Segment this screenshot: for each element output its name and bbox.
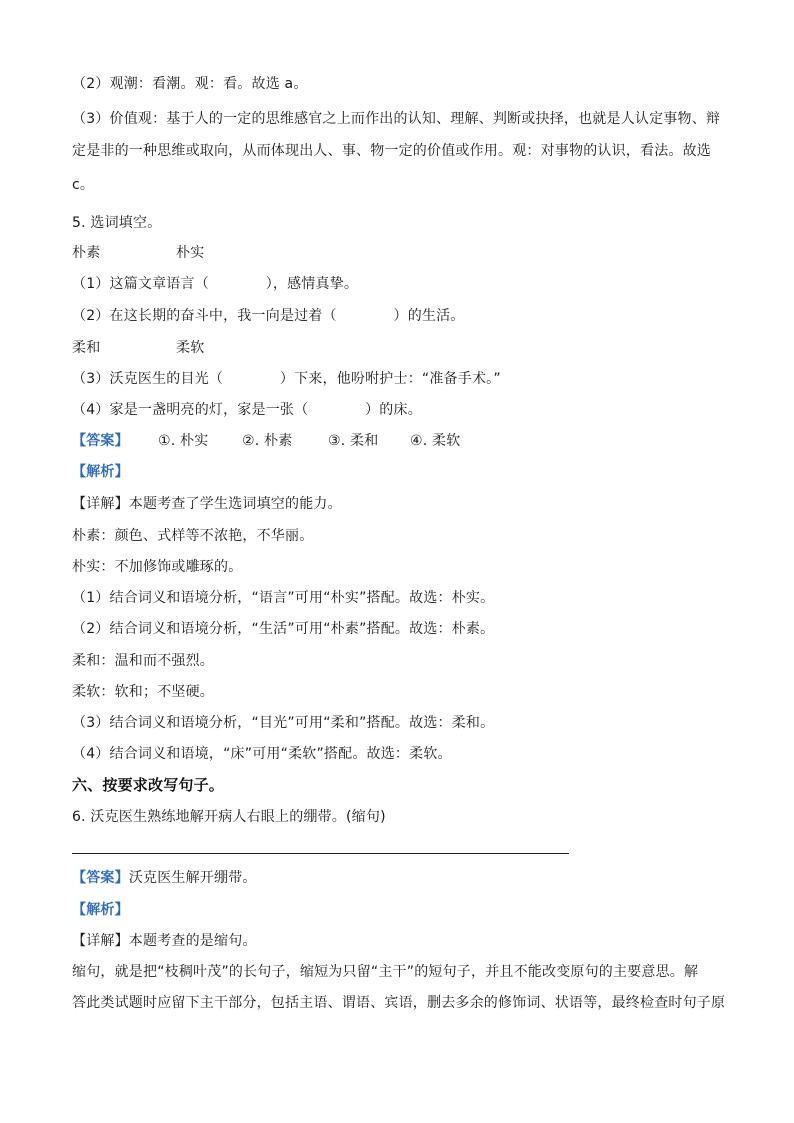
section-6-heading: 六、按要求改写句子。	[72, 776, 225, 794]
word-option: 朴素	[72, 245, 101, 261]
answer-6	[72, 868, 257, 888]
word-option: 柔和	[72, 340, 101, 356]
question-5-item: （2）在这长期的奋斗中，我一向是过着（ ）的生活。	[72, 308, 465, 324]
detail-line: 【详解】本题考查的是缩句。	[72, 933, 257, 949]
word-options-2	[72, 338, 204, 358]
text-line: c。	[72, 177, 95, 193]
question-5-title: 5. 选词填空。	[72, 215, 162, 231]
answer-label: 【答案】	[72, 870, 129, 886]
question-5-item: （4）家是一盏明亮的灯，家是一张（ ）的床。	[72, 402, 422, 418]
detail-line: 【详解】本题考查了学生选词填空的能力。	[72, 496, 342, 512]
detail-line: 柔和：温和而不强烈。	[72, 653, 214, 669]
question-5-item: （1）这篇文章语言（ ），感情真挚。	[72, 276, 359, 292]
text-line: 定是非的一种思维或取向，从而体现出人、事、物一定的价值或作用。观：对事物的认识，看法。故选	[72, 143, 711, 159]
answer-item: ①. 朴实	[158, 433, 209, 449]
answer-blank-line	[72, 853, 569, 854]
analysis-label: 【解析】	[72, 902, 129, 918]
word-option: 柔软	[176, 340, 205, 356]
detail-line: （2）结合词义和语境分析，“生活”可用“朴素”搭配。故选：朴素。	[72, 621, 495, 637]
text-line: （2）观潮：看潮。观：看。故选 a。	[72, 76, 308, 92]
answer-label: 【答案】	[72, 433, 129, 449]
detail-line: 答此类试题时应留下主干部分，包括主语、谓语、宾语，删去多余的修饰词、状语等，最终检查时句子原	[72, 995, 726, 1011]
detail-line: （3）结合词义和语境分析，“目光”可用“柔和”搭配。故选：柔和。	[72, 715, 495, 731]
word-option: 朴实	[176, 245, 205, 261]
detail-line: 缩句，就是把“枝稠叶茂”的长句子，缩短为只留“主干”的短句子，并且不能改变原句的主要意思。解	[72, 964, 699, 980]
answer-item: ②. 朴素	[242, 433, 293, 449]
answer-item: ③. 柔和	[328, 433, 379, 449]
word-options-1	[72, 243, 204, 263]
detail-line: 柔软：软和；不坚硬。	[72, 684, 214, 700]
detail-line: （1）结合词义和语境分析，“语言”可用“朴实”搭配。故选：朴实。	[72, 590, 495, 606]
answer-item: ④. 柔软	[410, 433, 461, 449]
detail-line: 朴实：不加修饰或雕琢的。	[72, 559, 243, 575]
text-line: （3）价值观：基于人的一定的思维感官之上而作出的认知、理解、判断或抉择，也就是人认定事物、辩	[72, 111, 721, 127]
question-6: 6. 沃克医生熟练地解开病人右眼上的绷带。(缩句)	[72, 809, 386, 825]
answer-5	[72, 431, 460, 451]
question-5-item: （3）沃克医生的目光（ ）下来，他吩咐护士：“准备手术。”	[72, 371, 501, 387]
detail-line: 朴素：颜色、式样等不浓艳，不华丽。	[72, 528, 314, 544]
detail-line: （4）结合词义和语境，“床”可用“柔软”搭配。故选：柔软。	[72, 746, 452, 762]
analysis-label: 【解析】	[72, 464, 129, 480]
answer-text: 沃克医生解开绷带。	[128, 870, 257, 886]
